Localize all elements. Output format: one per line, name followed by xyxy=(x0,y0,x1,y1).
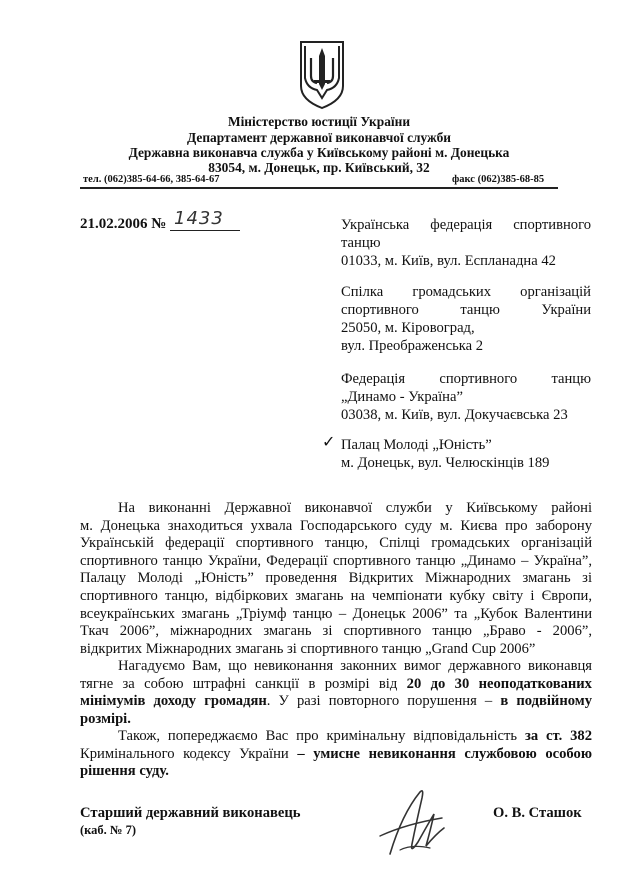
body-line: м. Донецька знаходиться ухвала Господарського суду м. Києва про заборону xyxy=(80,517,592,534)
body-line: На виконанні Державної виконавчої служби у Київському районі xyxy=(118,500,592,516)
body-text: тягне за собою штрафні санкції в розмірі від xyxy=(80,675,407,692)
phone-line: тел. (062)385-64-66, 385-64-67 xyxy=(83,174,220,185)
body-text: Також, попереджаємо Вас про кримінальну відповідальність xyxy=(118,728,525,744)
ministry-name: Міністерство юстиції України xyxy=(227,114,411,129)
registration-number: 1433 xyxy=(174,208,224,229)
fax-line: факс (062)385-68-85 xyxy=(452,174,545,185)
signatory-position: Старший державний виконавець xyxy=(80,805,301,821)
paragraph-1 xyxy=(80,500,592,658)
signatory-name: О. В. Сташок xyxy=(493,805,582,821)
addressee-line: спортивного танцю України xyxy=(341,302,591,318)
addressee-line: 25050, м. Кіровоград, xyxy=(341,320,475,336)
registration-underline xyxy=(170,230,240,231)
addressee-line: 01033, м. Київ, вул. Еспланадна 42 xyxy=(341,253,556,269)
addressee-block-4 xyxy=(341,436,591,472)
addressee-block-2 xyxy=(341,283,591,355)
body-line xyxy=(80,763,592,781)
body-bold: – умисне невиконання службовою особою xyxy=(297,745,592,762)
paragraph-2 xyxy=(80,658,592,728)
addressee-line: вул. Преображенська 2 xyxy=(341,338,484,354)
addressee-line: „Динамо - Україна” xyxy=(341,389,463,405)
body-line xyxy=(80,693,592,711)
coat-of-arms-emblem xyxy=(297,40,347,110)
body-line: всеукраїнських змагань „Тріумф танцю – Донецьк 2006” та „Кубок Валентини xyxy=(80,605,592,622)
body-bold: в подвійному xyxy=(500,693,592,710)
addressee-line: Федерація спортивного танцю xyxy=(341,371,591,387)
addressee-line: Спілка громадських організацій xyxy=(341,284,591,300)
body-line xyxy=(80,728,592,746)
body-bold: мінімумів доходу громадян xyxy=(80,693,267,710)
addressee-line: танцю xyxy=(341,235,381,251)
body-line: спортивного танцю, відбіркових змагань на чемпіонати кубку світу і Європи, xyxy=(80,587,592,604)
paragraph-3 xyxy=(80,728,592,781)
body-line: спортивного танцю України, Федерації спортивного танцю „Динамо – Україна”, xyxy=(80,552,592,569)
addressee-line: Українська федерація спортивного xyxy=(341,217,591,233)
body-line xyxy=(80,711,592,729)
body-line: Нагадуємо Вам, що невиконання законних вимог державного виконавця xyxy=(118,658,592,674)
body-line: Палацу Молоді „Юність” проведення Відкритих Міжнародних змагань зі xyxy=(80,570,592,587)
body-text: . У разі повторного порушення – xyxy=(266,693,501,710)
addressee-block-1 xyxy=(341,216,591,270)
body-line: відкритих Міжнародних змагань зі спортивного танцю „Grand Cup 2006” xyxy=(80,640,536,657)
body-line xyxy=(80,746,592,764)
service-name: Державна виконавча служба у Київському районі м. Донецька xyxy=(128,145,510,160)
body-line: Ткач 2006”, міжнародних змагань зі спортивного танцю „Браво - 2006”, xyxy=(80,623,592,640)
body-bold: за ст. 382 xyxy=(524,728,593,744)
body-text: Кримінального кодексу України xyxy=(80,745,298,762)
header-divider xyxy=(80,187,558,189)
body-bold: розмірі. xyxy=(80,710,131,727)
letter-date-number: 21.02.2006 № xyxy=(80,216,167,232)
addressee-line: Палац Молоді „Юність” xyxy=(341,437,492,453)
service-address: 83054, м. Донецьк, пр. Київський, 32 xyxy=(208,160,430,175)
body-bold: рішення суду. xyxy=(80,763,169,780)
addressee-block-3 xyxy=(341,370,591,424)
checkmark-icon: ✓ xyxy=(322,434,336,451)
addressee-line: м. Донецьк, вул. Челюскінців 189 xyxy=(341,455,550,471)
body-bold: 20 до 30 неоподаткованих xyxy=(406,675,592,692)
body-line xyxy=(80,676,592,694)
addressee-line: 03038, м. Київ, вул. Докучаєвська 23 xyxy=(341,407,568,423)
department-name: Департамент державної виконавчої служби xyxy=(187,130,451,145)
handwritten-signature xyxy=(372,784,472,864)
office-number: (каб. № 7) xyxy=(80,823,137,837)
body-line: Українській федерації спортивного танцю, Спілці громадських організацій xyxy=(80,535,592,552)
